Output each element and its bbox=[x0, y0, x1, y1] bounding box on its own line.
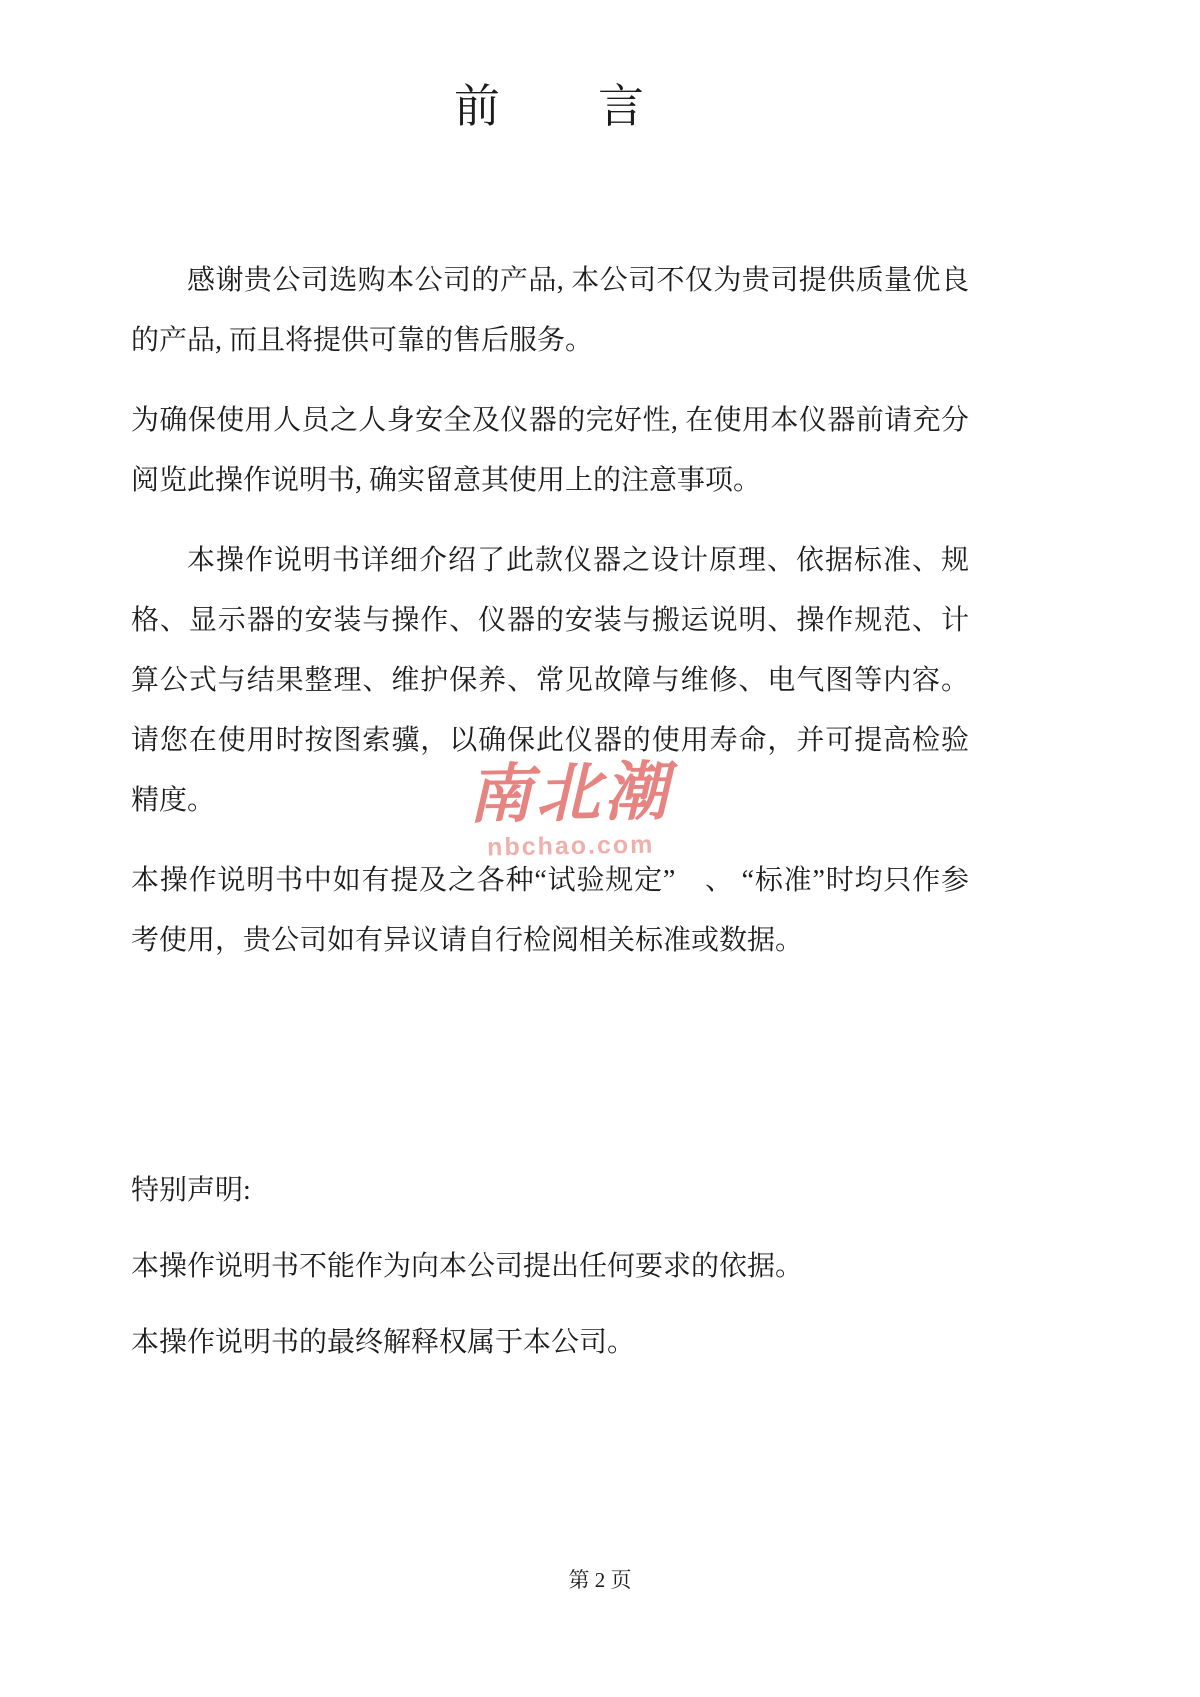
body-paragraph: 本操作说明书详细介绍了此款仪器之设计原理、依据标准、规格、显示器的安装与操作、仪器的安装与搬运说明、操作规范、计算公式与结果整理、维护保养、常见故障与维修、电气图等内容。请您在使用时按图索骥，以确保此仪器的使用寿命，并可提高检验精度。 bbox=[131, 545, 969, 816]
page-footer bbox=[0, 1565, 1200, 1595]
page-content bbox=[131, 0, 969, 1373]
body-paragraph: 感谢贵公司选购本公司的产品, 本公司不仅为贵司提供质量优良的产品, 而且将提供可靠的售后服务。 bbox=[131, 265, 969, 356]
special-note-heading: 特别声明: bbox=[131, 1175, 251, 1206]
special-note-line: 本操作说明书的最终解释权属于本公司。 bbox=[131, 1327, 636, 1358]
body-paragraph: 本操作说明书中如有提及之各种“试验规定” 、 “标准”时均只作参考使用，贵公司如有异议请自行检阅相关标准或数据。 bbox=[131, 865, 969, 956]
watermark-brand-text: 南北潮 bbox=[467, 756, 673, 831]
body-paragraph: 为确保使用人员之人身安全及仪器的完好性, 在使用本仪器前请充分阅览此操作说明书, 确实留意其使用上的注意事项。 bbox=[131, 405, 969, 496]
page-title: 前 言 bbox=[454, 81, 646, 132]
watermark-domain-text: nbchao.com bbox=[486, 830, 655, 862]
page-number: 第 2 页 bbox=[568, 1568, 632, 1592]
special-note-line: 本操作说明书不能作为向本公司提出任何要求的依据。 bbox=[131, 1251, 804, 1282]
